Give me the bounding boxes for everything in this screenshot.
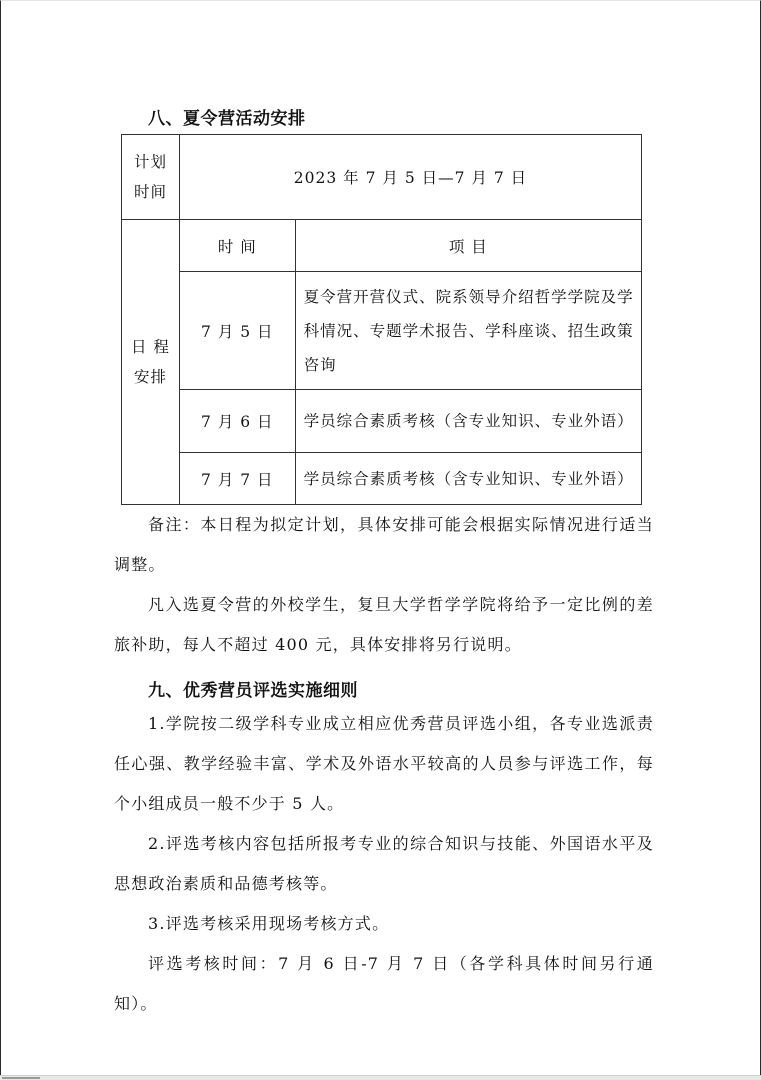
row-item: 学员综合素质考核（含专业知识、专业外语） — [295, 453, 641, 505]
schedule-note: 备注：本日程为拟定计划，具体安排可能会根据实际情况进行适当调整。 — [114, 515, 654, 574]
table-row — [122, 272, 642, 390]
travel-subsidy-paragraph: 凡入选夏令营的外校学生，复旦大学哲学学院将给予一定比例的差旅补助，每人不超过 400 元，具体安排将另行说明。 — [114, 595, 654, 654]
row-date: 7 月 5 日 — [179, 272, 295, 390]
criteria-item-3: 3.评选考核采用现场考核方式。 — [148, 914, 390, 933]
section-9-heading: 九、优秀营员评选实施细则 — [148, 681, 358, 701]
table-row — [122, 390, 642, 453]
horizontal-scrollbar[interactable] — [0, 1075, 761, 1080]
plan-time-label-line1: 计划 — [133, 153, 167, 171]
schedule-label-line2: 安排 — [133, 368, 167, 386]
section-8-heading: 八、夏令营活动安排 — [148, 109, 306, 129]
plan-time-row — [122, 135, 642, 220]
plan-time-label-line2: 时间 — [133, 183, 167, 201]
schedule-header-row — [122, 220, 642, 272]
schedule-table — [121, 134, 642, 505]
col-header-time: 时 间 — [179, 220, 295, 272]
criteria-item-4: 评选考核时间：7 月 6 日-7 月 7 日（各学科具体时间另行通知）。 — [114, 954, 654, 1013]
criteria-item-2: 2.评选考核内容包括所报考专业的综合知识与技能、外国语水平及思想政治素质和品德考核等。 — [114, 834, 654, 893]
plan-time-value: 2023 年 7 月 5 日—7 月 7 日 — [179, 135, 641, 220]
row-date: 7 月 7 日 — [179, 453, 295, 505]
schedule-label — [122, 220, 180, 505]
row-item: 夏令营开营仪式、院系领导介绍哲学学院及学科情况、专题学术报告、学科座谈、招生政策咨询 — [295, 272, 641, 390]
scrollbar-thumb[interactable] — [2, 1077, 40, 1079]
plan-time-label — [122, 135, 180, 220]
col-header-item: 项 目 — [295, 220, 641, 272]
row-date: 7 月 6 日 — [179, 390, 295, 453]
row-item: 学员综合素质考核（含专业知识、专业外语） — [295, 390, 641, 453]
table-row — [122, 453, 642, 505]
schedule-label-line1: 日 程 — [130, 338, 170, 356]
criteria-item-1: 1.学院按二级学科专业成立相应优秀营员评选小组，各专业选派责任心强、教学经验丰富、学术及外语水平较高的人员参与评选工作，每个小组成员一般不少于 5 人。 — [114, 714, 654, 813]
